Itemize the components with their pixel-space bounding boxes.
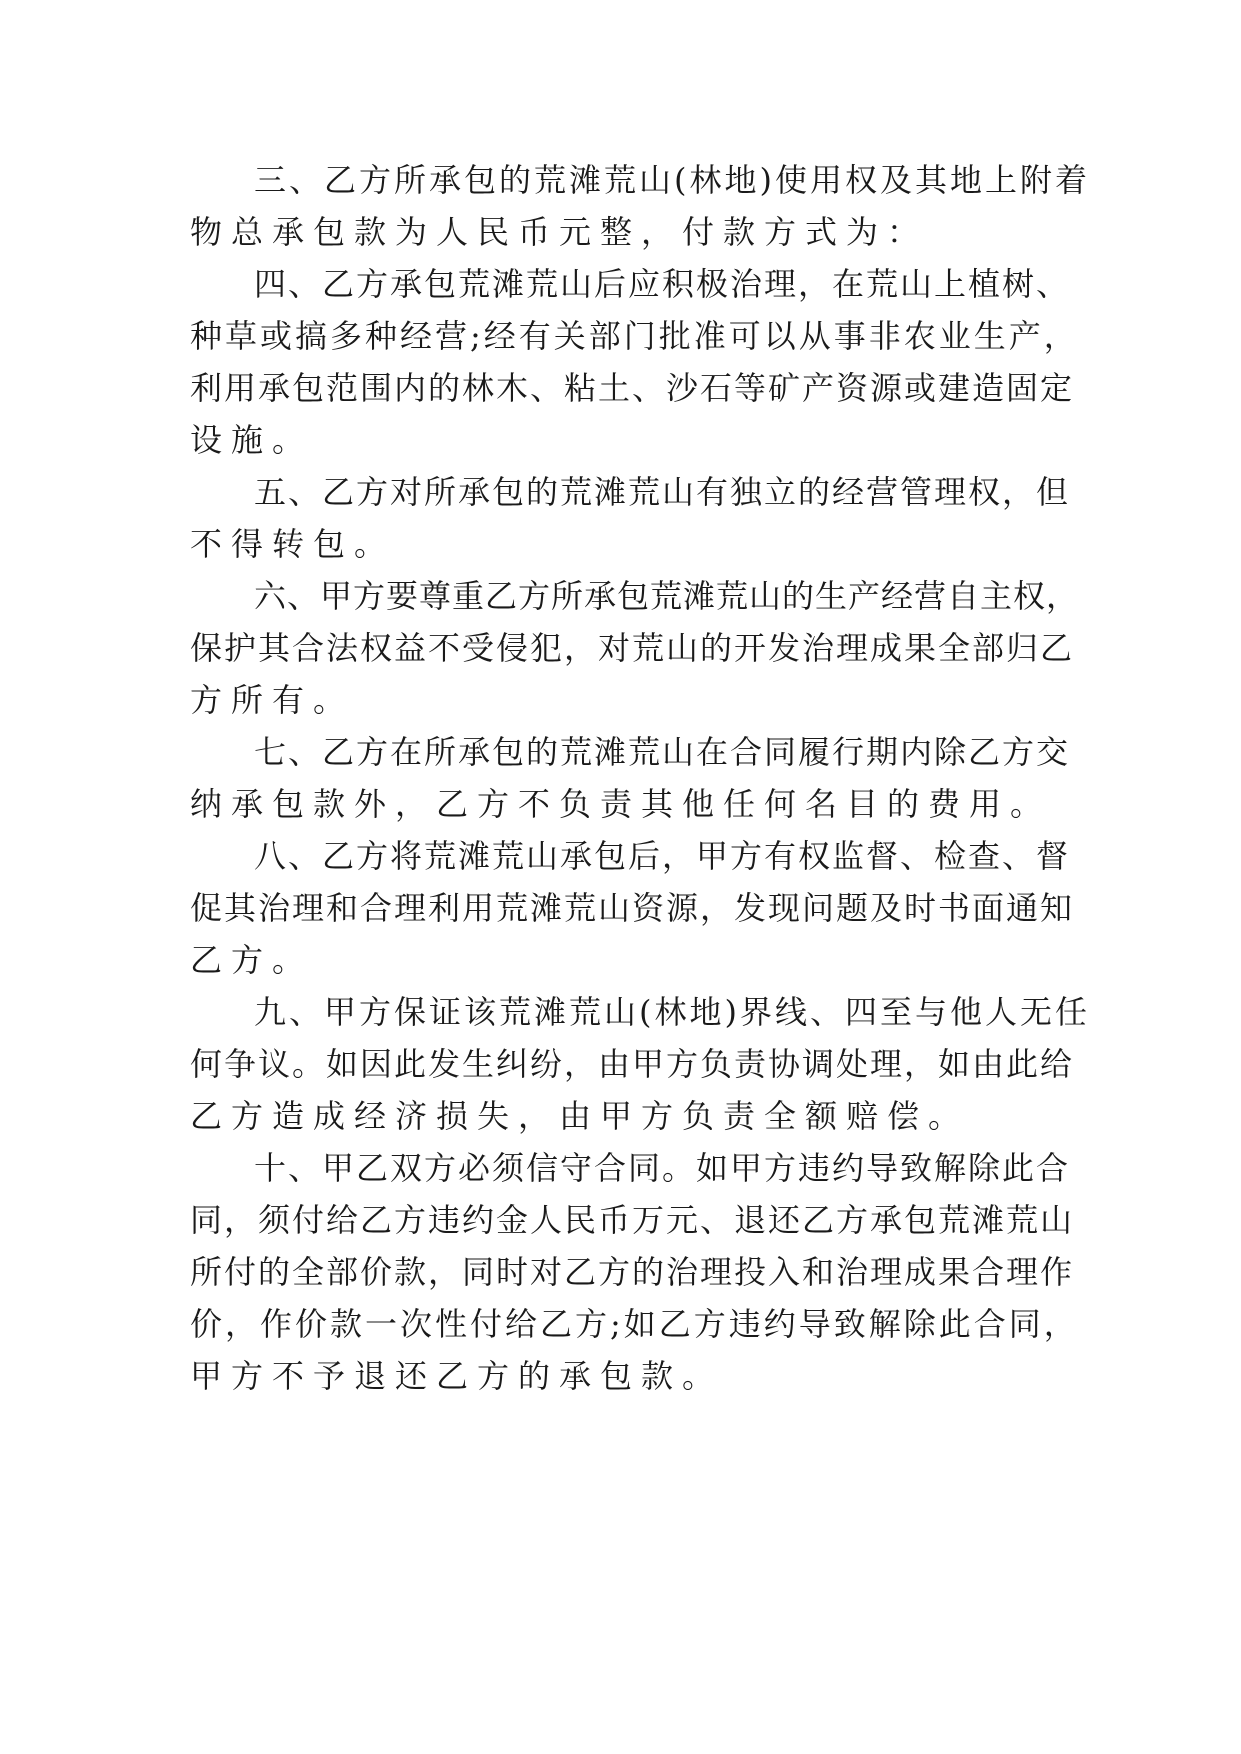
clause-10-line-2: 同，须付给乙方违约金人民币万元、退还乙方承包荒滩荒山 — [190, 1201, 1075, 1239]
clause-3-line-2: 物总承包款为人民币元整，付款方式为： — [190, 213, 929, 251]
clause-4-line-2: 种草或搞多种经营;经有关部门批准可以从事非农业生产， — [190, 317, 1079, 355]
clause-8-line-2: 促其治理和合理利用荒滩荒山资源，发现问题及时书面通知 — [190, 889, 1075, 927]
clause-8-line-1: 八、乙方将荒滩荒山承包后，甲方有权监督、检查、督 — [254, 837, 1071, 875]
clause-4-line-3: 利用承包范围内的林木、粘土、沙石等矿产资源或建造固定 — [190, 369, 1075, 407]
clause-4-line-1: 四、乙方承包荒滩荒山后应积极治理，在荒山上植树、 — [254, 265, 1071, 303]
clause-10-line-4: 价，作价款一次性付给乙方;如乙方违约导致解除此合同， — [190, 1305, 1079, 1343]
clause-10-line-3: 所付的全部价款，同时对乙方的治理投入和治理成果合理作 — [190, 1253, 1075, 1291]
clause-5-line-1: 五、乙方对所承包的荒滩荒山有独立的经营管理权，但 — [254, 473, 1071, 511]
clause-9-line-2: 何争议。如因此发生纠纷，由甲方负责协调处理，如由此给 — [190, 1045, 1075, 1083]
clause-9-line-3: 乙方造成经济损失，由甲方负责全额赔偿。 — [190, 1097, 970, 1135]
clause-3-line-1: 三、乙方所承包的荒滩荒山(林地)使用权及其地上附着 — [254, 161, 1090, 199]
clause-4-line-4: 设施。 — [190, 421, 314, 459]
clause-6-line-2: 保护其合法权益不受侵犯，对荒山的开发治理成果全部归乙 — [190, 629, 1075, 667]
clause-6-line-3: 方所有。 — [190, 681, 355, 719]
clause-6-line-1: 六、甲方要尊重乙方所承包荒滩荒山的生产经营自主权， — [254, 577, 1080, 615]
clause-10-line-5: 甲方不予退还乙方的承包款。 — [190, 1357, 724, 1395]
clause-9-line-1: 九、甲方保证该荒滩荒山(林地)界线、四至与他人无任 — [254, 993, 1090, 1031]
clause-7-line-1: 七、乙方在所承包的荒滩荒山在合同履行期内除乙方交 — [254, 733, 1071, 771]
clause-10-line-1: 十、甲乙双方必须信守合同。如甲方违约导致解除此合 — [254, 1149, 1071, 1187]
clause-7-line-2: 纳承包款外，乙方不负责其他任何名目的费用。 — [190, 785, 1052, 823]
clause-8-line-3: 乙方。 — [190, 941, 314, 979]
clause-5-line-2: 不得转包。 — [190, 525, 396, 563]
